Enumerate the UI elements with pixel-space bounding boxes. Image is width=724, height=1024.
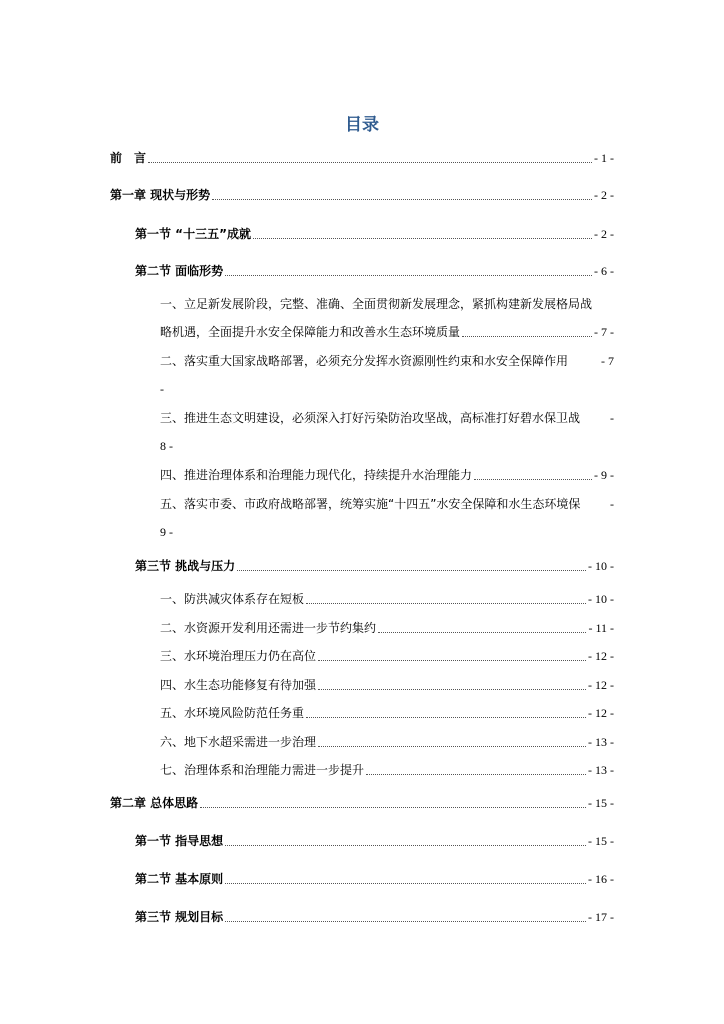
- toc-entry-label: 五、水环境风险防范任务重: [160, 706, 305, 720]
- leader-dots: [378, 621, 586, 633]
- leader-dots: [474, 468, 592, 480]
- toc-page-number: - 9 -: [594, 468, 614, 482]
- leader-dots: [200, 796, 586, 808]
- toc-entry-label: 七、治理体系和治理能力需进一步提升: [160, 763, 365, 777]
- toc-page-number: - 10 -: [588, 592, 614, 606]
- toc-entry-ch1-s3-item[interactable]: [160, 648, 614, 664]
- toc-entry-ch2-section-2[interactable]: [135, 871, 614, 887]
- toc-page-number: - 7: [601, 354, 614, 368]
- toc-entry-ch1-s3-item[interactable]: [160, 677, 614, 693]
- toc-entry-label: 四、水生态功能修复有待加强: [160, 678, 317, 692]
- toc-entry-label: 六、地下水超采需进一步治理: [160, 735, 317, 749]
- leader-dots: [237, 559, 586, 571]
- toc-entry-ch1-s3-item[interactable]: [160, 762, 614, 778]
- toc-entry-label: 第一章 现状与形势: [110, 188, 211, 202]
- toc-entry-ch1-s2-item-4[interactable]: [160, 467, 614, 483]
- toc-page-number: - 16 -: [588, 872, 614, 886]
- toc-entry-ch1-s3-item[interactable]: [160, 620, 614, 636]
- leader-dots: [253, 227, 592, 239]
- toc-entry-ch1-s3-item[interactable]: [160, 591, 614, 607]
- leader-dots: [462, 325, 592, 337]
- leader-dots: [225, 834, 586, 846]
- toc-entry-ch1-s2-item-1[interactable]: [160, 296, 614, 344]
- toc-page-number: -: [610, 411, 614, 425]
- leader-dots: [212, 188, 592, 200]
- toc-entry-ch1-s2-item-3[interactable]: [160, 410, 614, 458]
- leader-dots: [318, 649, 586, 661]
- toc-entry-label: 第二节 基本原则: [135, 872, 224, 886]
- toc-entry-chapter-2[interactable]: [110, 795, 614, 811]
- toc-page-number: - 1 -: [594, 151, 614, 165]
- toc-entry-label: 第三节 挑战与压力: [135, 559, 236, 573]
- leader-dots: [318, 678, 586, 690]
- toc-entry-label: 第二章 总体思路: [110, 796, 199, 810]
- leader-dots: [148, 151, 592, 163]
- toc-entry-label-line1: 五、落实市委、市政府战略部署，统筹实施“十四五”水安全保障和水生态环境保: [160, 497, 581, 511]
- toc-entry-label: 第三节 规划目标: [135, 910, 224, 924]
- toc-title: 目录: [345, 115, 379, 135]
- toc-entry-ch1-s3-item[interactable]: [160, 734, 614, 750]
- toc-entry-ch1-section-2[interactable]: [135, 263, 614, 279]
- toc-entry-ch1-s2-item-2[interactable]: [160, 353, 614, 401]
- toc-page-number: - 7 -: [594, 325, 614, 339]
- leader-dots: [306, 706, 586, 718]
- toc-entry-label-line1: 二、落实重大国家战略部署，必须充分发挥水资源刚性约束和水安全保障作用: [160, 354, 569, 368]
- toc-entry-ch1-s2-item-5[interactable]: [160, 496, 614, 544]
- toc-entry-label: 第二节 面临形势: [135, 264, 224, 278]
- toc-page-number: - 10 -: [588, 559, 614, 573]
- leader-dots: [225, 264, 592, 276]
- toc-entry-label: 二、水资源开发利用还需进一步节约集约: [160, 621, 377, 635]
- leader-dots: [225, 910, 586, 922]
- leader-dots: [306, 592, 586, 604]
- toc-entry-label: 第一节 “十三五”成就: [135, 227, 251, 241]
- toc-entry-chapter-1[interactable]: [110, 187, 614, 203]
- toc-entry-label: 一、防洪减灾体系存在短板: [160, 592, 305, 606]
- toc-entry-ch1-section-3[interactable]: [135, 558, 614, 574]
- toc-page-number: - 2 -: [594, 227, 614, 241]
- toc-page-number-cont: 8 -: [160, 439, 173, 453]
- toc-page-number: - 12 -: [588, 678, 614, 692]
- toc-entry-label-line2: 略机遇，全面提升水安全保障能力和改善水生态环境质量: [160, 325, 461, 339]
- toc-page-number: - 13 -: [588, 763, 614, 777]
- toc-entry-ch1-section-1[interactable]: [135, 226, 614, 242]
- toc-entry-label: 第一节 指导思想: [135, 834, 224, 848]
- toc-page-number: -: [610, 497, 614, 511]
- leader-dots: [225, 872, 586, 884]
- toc-entry-preface[interactable]: [110, 150, 614, 166]
- toc-page-number: - 17 -: [588, 910, 614, 924]
- toc-page-number: - 12 -: [588, 706, 614, 720]
- toc-page-number-cont: 9 -: [160, 525, 173, 539]
- toc-entry-label-line1: 一、立足新发展阶段，完整、准确、全面贯彻新发展理念，紧抓构建新发展格局战: [160, 297, 593, 311]
- toc-entry-ch1-s3-item[interactable]: [160, 705, 614, 721]
- toc-entry-ch2-section-3[interactable]: [135, 909, 614, 925]
- toc-page-number: - 15 -: [588, 834, 614, 848]
- toc-entry-label: 四、推进治理体系和治理能力现代化，持续提升水治理能力: [160, 468, 473, 482]
- toc-page-number: - 11 -: [588, 621, 614, 635]
- toc-entry-label: 前 言: [110, 151, 147, 165]
- toc-entry-label-line1: 三、推进生态文明建设，必须深入打好污染防治攻坚战，高标准打好碧水保卫战: [160, 411, 581, 425]
- toc-page-number: - 12 -: [588, 649, 614, 663]
- toc-entry-ch2-section-1[interactable]: [135, 833, 614, 849]
- toc-page-number: - 15 -: [588, 796, 614, 810]
- toc-page-number: - 13 -: [588, 735, 614, 749]
- toc-page-number: - 6 -: [594, 264, 614, 278]
- leader-dots: [366, 763, 586, 775]
- toc-page-number-cont: -: [160, 382, 164, 396]
- toc-entry-label: 三、水环境治理压力仍在高位: [160, 649, 317, 663]
- toc-page-number: - 2 -: [594, 188, 614, 202]
- leader-dots: [318, 735, 586, 747]
